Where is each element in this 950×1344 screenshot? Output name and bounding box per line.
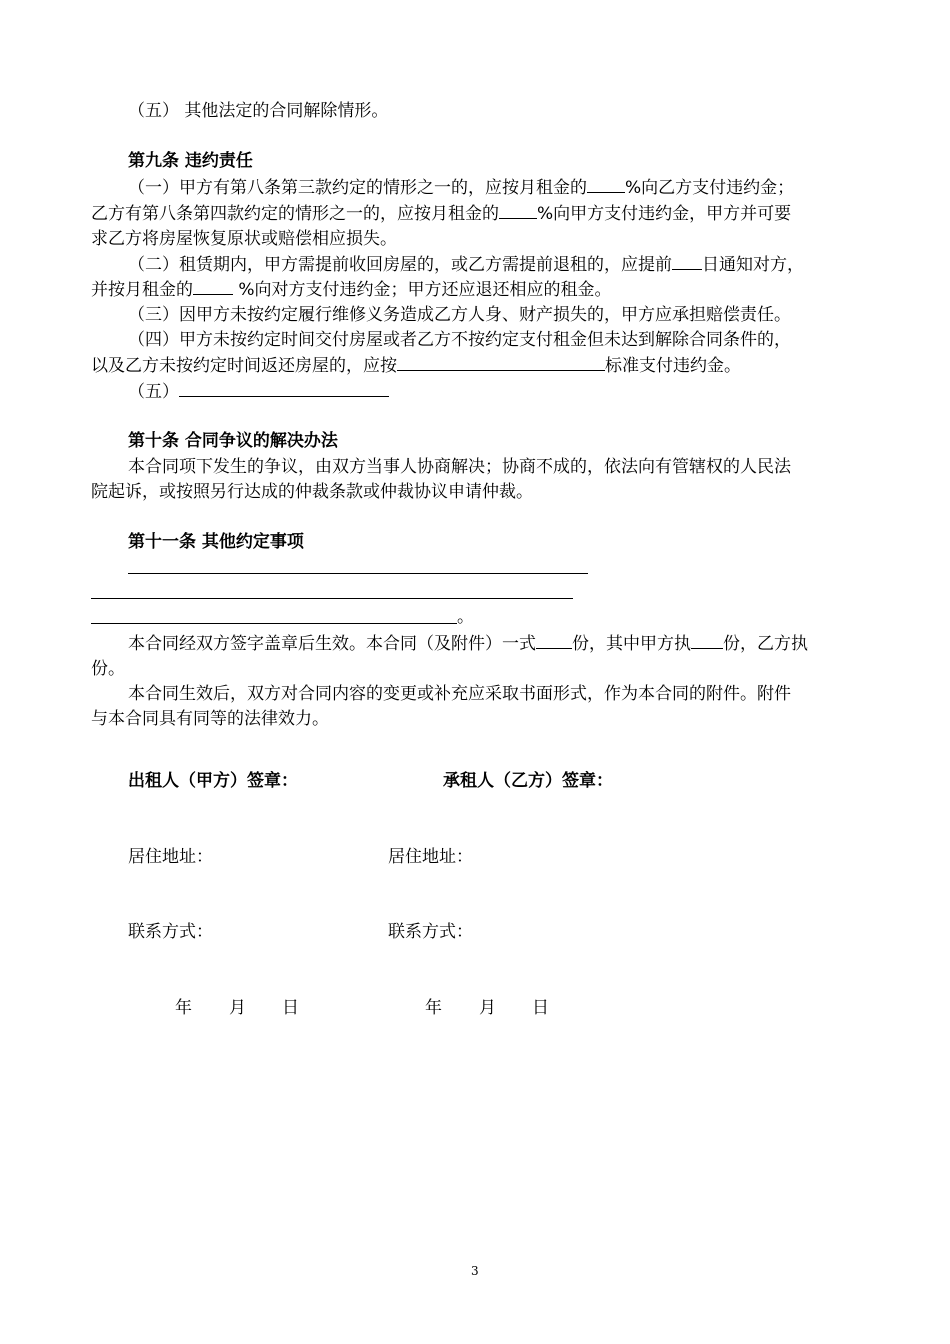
text: 本合同经双方签字盖章后生效。本合同（及附件）一式 bbox=[128, 634, 536, 654]
article-9-clause-1-line-3: 求乙方将房屋恢复原状或赔偿相应损失。 bbox=[91, 229, 397, 249]
blank-underline bbox=[536, 630, 572, 649]
lessor-address-label: 居住地址： bbox=[128, 847, 213, 867]
text: %向乙方支付违约金； bbox=[625, 178, 795, 198]
page-number: 3 bbox=[471, 1264, 479, 1278]
text: （二）租赁期内，甲方需提前收回房屋的，或乙方需提前退租的，应提前 bbox=[128, 255, 672, 275]
blank-underline bbox=[499, 200, 537, 219]
text: 并按月租金的 bbox=[91, 280, 193, 300]
text: %向甲方支付违约金，甲方并可要 bbox=[537, 204, 792, 224]
lessee-date-month: 月 bbox=[479, 998, 496, 1018]
blank-line-3 bbox=[91, 623, 457, 624]
text: 份，其中甲方执 bbox=[572, 634, 691, 654]
blank-underline bbox=[397, 352, 605, 371]
lessee-signature-label: 承租人（乙方）签章： bbox=[443, 771, 613, 791]
article-9-clause-3: （三）因甲方未按约定履行维修义务造成乙方人身、财产损失的，甲方应承担赔偿责任。 bbox=[128, 305, 791, 325]
lessor-signature-label: 出租人（甲方）签章： bbox=[128, 771, 298, 791]
lessor-date-year: 年 bbox=[175, 998, 192, 1018]
amendment-line-2: 与本合同具有同等的法律效力。 bbox=[91, 709, 329, 729]
lessee-address-label: 居住地址： bbox=[388, 847, 473, 867]
effectiveness-line-1 bbox=[128, 630, 808, 657]
blank-underline bbox=[193, 276, 233, 295]
text: 乙方有第八条第四款约定的情形之一的，应按月租金的 bbox=[91, 204, 499, 224]
amendment-line-1: 本合同生效后，双方对合同内容的变更或补充应采取书面形式，作为本合同的附件。附件 bbox=[128, 684, 791, 704]
text: %向对方支付违约金；甲方还应退还相应的租金。 bbox=[233, 280, 612, 300]
blank-line-2 bbox=[91, 598, 573, 599]
article-10-line-1: 本合同项下发生的争议，由双方当事人协商解决；协商不成的，依法向有管辖权的人民法 bbox=[128, 457, 791, 477]
lessee-contact-label: 联系方式： bbox=[388, 922, 473, 942]
text: （五） bbox=[128, 382, 179, 402]
article-9-clause-2-line-2 bbox=[91, 276, 612, 303]
item-5-other-termination: （五） 其他法定的合同解除情形。 bbox=[128, 101, 389, 121]
lessee-date-year: 年 bbox=[425, 998, 442, 1018]
article-9-clause-4-line-2 bbox=[91, 352, 741, 379]
effectiveness-line-2: 份。 bbox=[91, 659, 125, 679]
lessee-date-day: 日 bbox=[532, 998, 549, 1018]
text: 以及乙方未按约定时间返还房屋的，应按 bbox=[91, 356, 397, 376]
article-9-clause-4-line-1: （四）甲方未按约定时间交付房屋或者乙方不按约定支付租金但未达到解除合同条件的， bbox=[128, 330, 791, 350]
article-9-clause-1-line-1 bbox=[128, 174, 794, 201]
article-9-title: 第九条 违约责任 bbox=[128, 151, 253, 171]
article-9-clause-1-line-2 bbox=[91, 200, 791, 227]
lessor-date-month: 月 bbox=[229, 998, 246, 1018]
article-10-line-2: 院起诉，或按照另行达成的仲裁条款或仲裁协议申请仲裁。 bbox=[91, 482, 533, 502]
text: （一）甲方有第八条第三款约定的情形之一的，应按月租金的 bbox=[128, 178, 587, 198]
blank-underline bbox=[672, 251, 702, 270]
text: 标准支付违约金。 bbox=[605, 356, 741, 376]
text: 日通知对方， bbox=[702, 255, 804, 275]
lessor-contact-label: 联系方式： bbox=[128, 922, 213, 942]
lessor-date-day: 日 bbox=[282, 998, 299, 1018]
blank-line-3-end-mark: 。 bbox=[457, 607, 474, 627]
blank-underline bbox=[587, 174, 625, 193]
blank-underline bbox=[691, 630, 723, 649]
article-10-title: 第十条 合同争议的解决办法 bbox=[128, 431, 338, 451]
article-11-title: 第十一条 其他约定事项 bbox=[128, 532, 304, 552]
article-9-clause-5 bbox=[128, 378, 389, 405]
article-9-clause-2-line-1 bbox=[128, 251, 804, 278]
blank-line-1 bbox=[128, 573, 588, 574]
blank-underline bbox=[179, 378, 389, 397]
text: 份，乙方执 bbox=[723, 634, 808, 654]
